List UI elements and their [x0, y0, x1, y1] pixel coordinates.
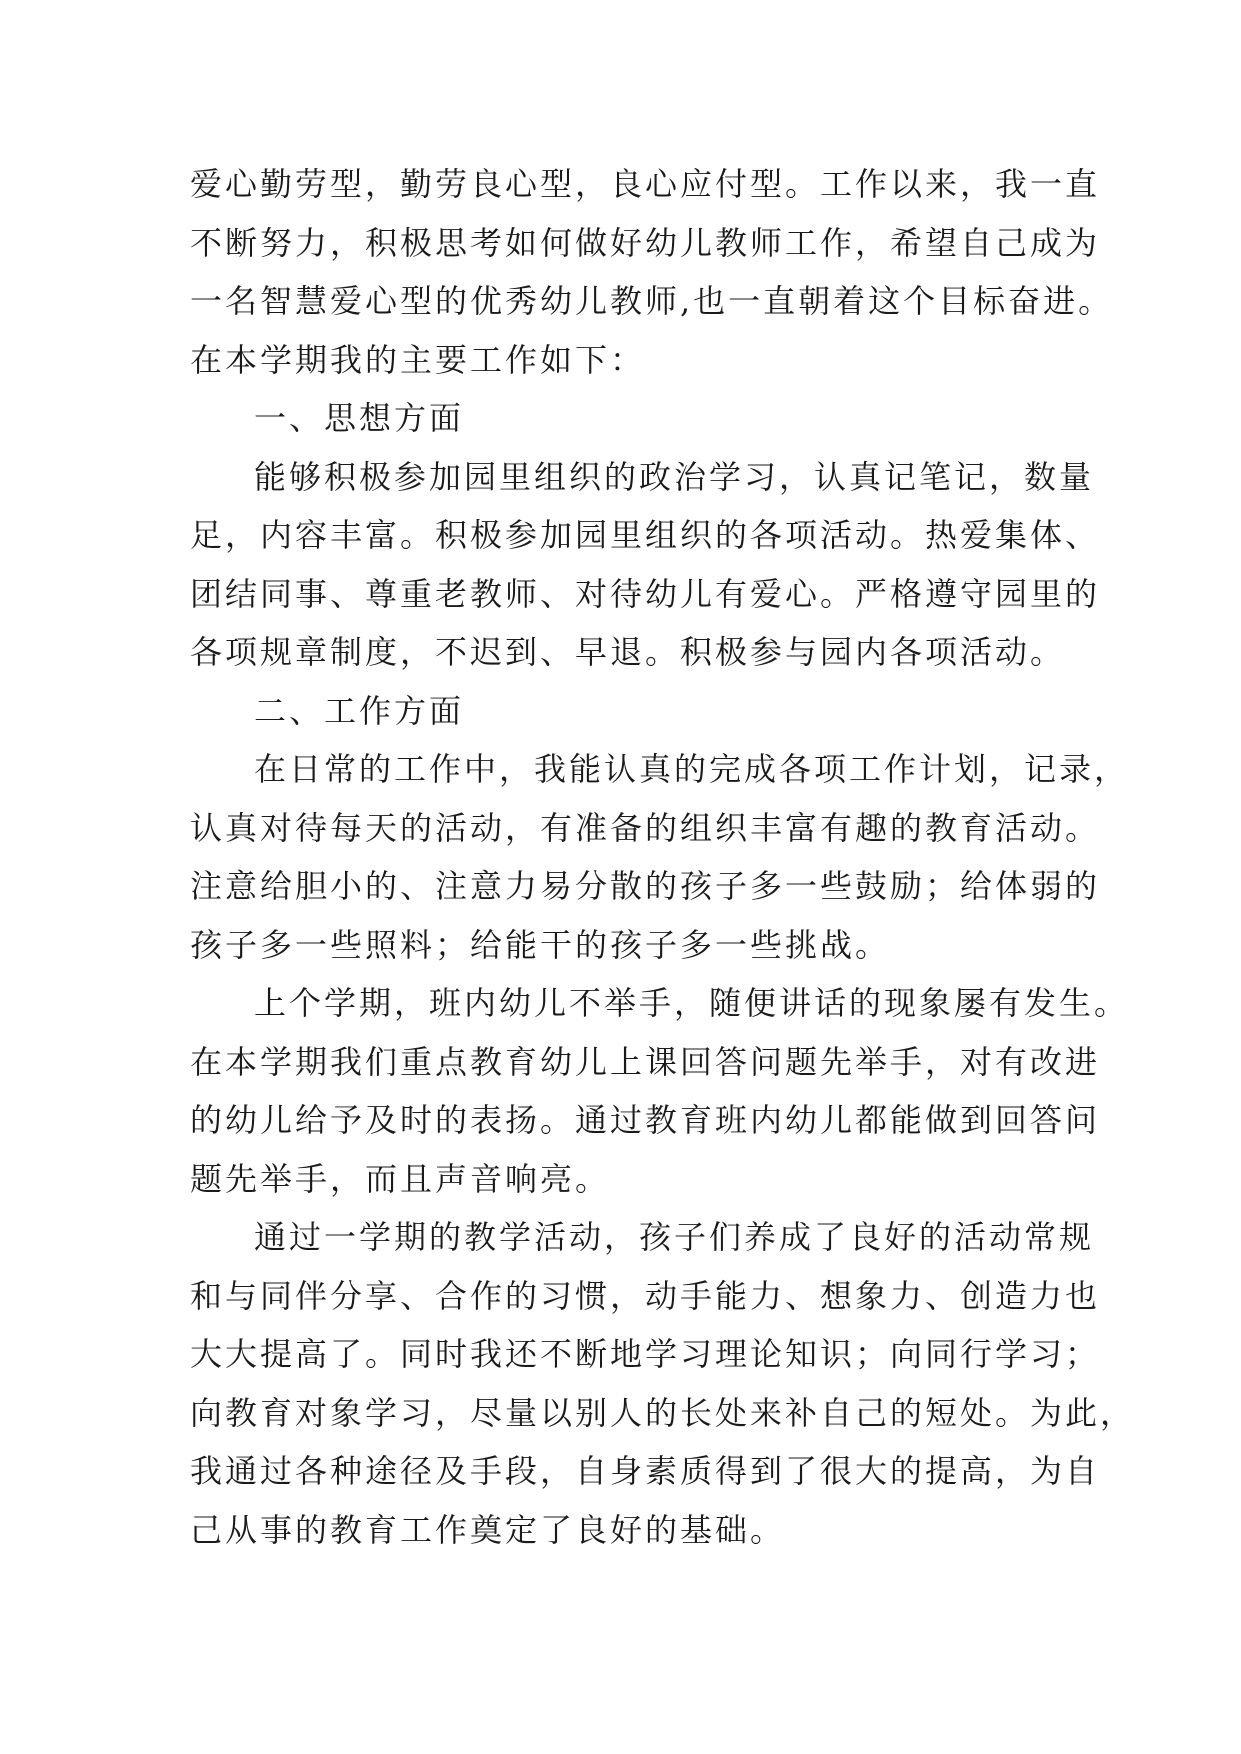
paragraph-start-line: 通过一学期的教学活动，孩子们养成了良好的活动常规 — [254, 1218, 1095, 1256]
text-line: 我通过各种途径及手段，自身素质得到了很大的提高，为自 — [190, 1452, 1101, 1490]
text-line: 认真对待每天的活动，有准备的组织丰富有趣的教育活动。 — [190, 808, 1101, 847]
section-heading-work: 二、工作方面 — [254, 691, 465, 730]
text-line: 在本学期我们重点教育幼儿上课回答问题先举手，对有改进 — [190, 1042, 1101, 1081]
text-line: 各项规章制度，不迟到、早退。积极参与园内各项活动。 — [190, 633, 1066, 671]
text-line: 在本学期我的主要工作如下： — [190, 340, 646, 379]
text-line: 注意给胆小的、注意力易分散的孩子多一些鼓励；给体弱的 — [190, 867, 1101, 905]
text-line: 己从事的教育工作奠定了良好的基础。 — [190, 1510, 786, 1549]
paragraph-start-line: 能够积极参加园里组织的政治学习，认真记笔记，数量 — [254, 457, 1095, 496]
text-line: 不断努力，积极思考如何做好幼儿教师工作，希望自己成为 — [190, 223, 1101, 262]
text-line: 爱心勤劳型，勤劳良心型，良心应付型。工作以来，我一直 — [190, 165, 1101, 203]
document-body — [190, 155, 1136, 1559]
text-line: 足，内容丰富。积极参加园里组织的各项活动。热爱集体、 — [190, 516, 1101, 554]
text-line: 的幼儿给予及时的表扬。通过教育班内幼儿都能做到回答问 — [190, 1101, 1101, 1139]
text-line: 题先举手，而且声音响亮。 — [190, 1159, 611, 1198]
text-line: 和与同伴分享、合作的习惯，动手能力、想象力、创造力也 — [190, 1276, 1101, 1315]
text-line: 团结同事、尊重老教师、对待幼儿有爱心。严格遵守园里的 — [190, 574, 1101, 613]
text-line: 大大提高了。同时我还不断地学习理论知识；向同行学习； — [190, 1335, 1101, 1373]
paragraph-start-line: 在日常的工作中，我能认真的完成各项工作计划，记录， — [254, 750, 1130, 788]
text-line: 孩子多一些照料；给能干的孩子多一些挑战。 — [190, 925, 891, 964]
section-heading-thought: 一、思想方面 — [254, 399, 465, 437]
text-line: 一名智慧爱心型的优秀幼儿教师,也一直朝着这个目标奋进。 — [190, 282, 1114, 320]
text-line: 向教育对象学习，尽量以别人的长处来补自己的短处。为此， — [190, 1393, 1136, 1432]
paragraph-start-line: 上个学期，班内幼儿不举手，随便讲话的现象屡有发生。 — [254, 984, 1130, 1022]
